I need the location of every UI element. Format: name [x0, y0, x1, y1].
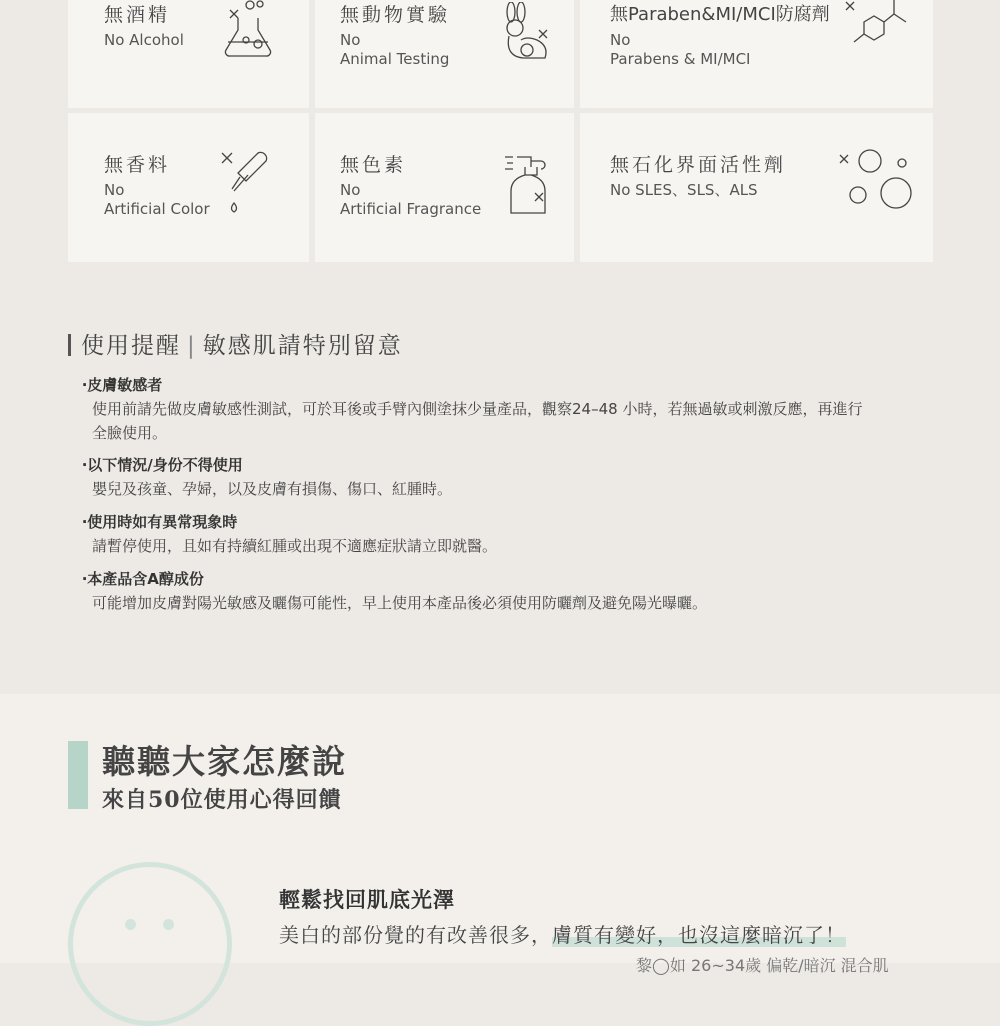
feature-desc: Artificial Fragrance	[340, 200, 482, 218]
feature-desc: No	[340, 181, 361, 199]
review-author-meta: 黎◯如 26~34歲 偏乾/暗沉 混合肌	[636, 956, 889, 975]
reviews-title: 聽聽大家怎麼說	[102, 742, 347, 781]
notice-item	[82, 453, 872, 501]
notice-subheading: 敏感肌請特別留意	[202, 333, 403, 359]
feature-desc: No Alcohol	[104, 31, 184, 49]
smiley-avatar-icon	[68, 862, 232, 1026]
rabbit-icon	[497, 2, 557, 66]
pump-bottle-icon	[501, 147, 561, 223]
notice-item	[82, 510, 872, 558]
feature-title: 無動物實驗	[340, 4, 451, 26]
feature-title: 無香料	[104, 154, 171, 176]
notice-item-head: ‧皮膚敏感者	[82, 376, 163, 394]
feature-card-no-sulfates	[580, 113, 933, 262]
feature-title: 無Paraben&MI/MCI防腐劑	[610, 4, 830, 25]
feature-title: 無酒精	[104, 4, 171, 26]
feature-desc: No	[610, 31, 631, 49]
smiley-eye	[125, 919, 136, 930]
notice-item-body: 可能增加皮膚對陽光敏感及曬傷可能性，早上使用本產品後必須使用防曬劑及避免陽光曝曬。	[92, 594, 708, 612]
feature-card-no-color	[315, 113, 574, 262]
review-body-text: 美白的部份覺的有改善很多，	[279, 923, 552, 947]
notice-item-head: ‧以下情況/身份不得使用	[82, 456, 243, 474]
beaker-icon	[218, 0, 278, 64]
feature-card-no-fragrance	[68, 113, 309, 262]
review-body-highlight: 膚質有變好，也沒這麼暗沉了！	[552, 923, 846, 947]
feature-card-no-animal-testing	[315, 0, 574, 108]
notice-item	[82, 373, 872, 445]
notice-item	[82, 567, 872, 615]
feature-card-no-alcohol	[68, 0, 309, 108]
review-headline: 輕鬆找回肌底光澤	[279, 888, 455, 912]
feature-grid	[0, 0, 1000, 270]
notice-heading: 使用提醒	[81, 333, 181, 359]
notice-title	[68, 327, 403, 360]
notice-item-body: 使用前請先做皮膚敏感性測試，可於耳後或手臂內側塗抹少量產品，觀察24–48 小時，若無過敏或刺激反應，再進行全臉使用。	[92, 400, 863, 442]
feature-desc: Animal Testing	[340, 50, 450, 68]
feature-desc: No	[340, 31, 361, 49]
feature-desc: Artificial Color	[104, 200, 210, 218]
section-accent-bar	[68, 741, 88, 809]
title-bar	[68, 334, 71, 356]
notice-item-body: 請暫停使用，且如有持續紅腫或出現不適應症狀請立即就醫。	[92, 537, 498, 555]
feature-desc: No SLES、SLS、ALS	[610, 181, 758, 199]
review-body	[279, 919, 846, 948]
molecule-icon	[840, 0, 916, 58]
reviews-subtitle: 來自50位使用心得回饋	[102, 787, 342, 813]
feature-title: 無色素	[340, 154, 407, 176]
notice-item-body: 嬰兒及孩童、孕婦，以及皮膚有損傷、傷口、紅腫時。	[92, 480, 453, 498]
notice-item-head: ‧使用時如有異常現象時	[82, 513, 238, 531]
feature-desc: No	[104, 181, 125, 199]
feature-card-no-parabens	[580, 0, 933, 108]
title-separator: |	[187, 333, 197, 359]
bubbles-icon	[836, 149, 916, 217]
notice-item-head: ‧本產品含A醇成份	[82, 570, 204, 588]
dropper-icon	[218, 147, 278, 223]
smiley-eye	[163, 919, 174, 930]
feature-desc: Parabens & MI/MCI	[610, 50, 751, 68]
feature-title: 無石化界面活性劑	[610, 154, 787, 176]
